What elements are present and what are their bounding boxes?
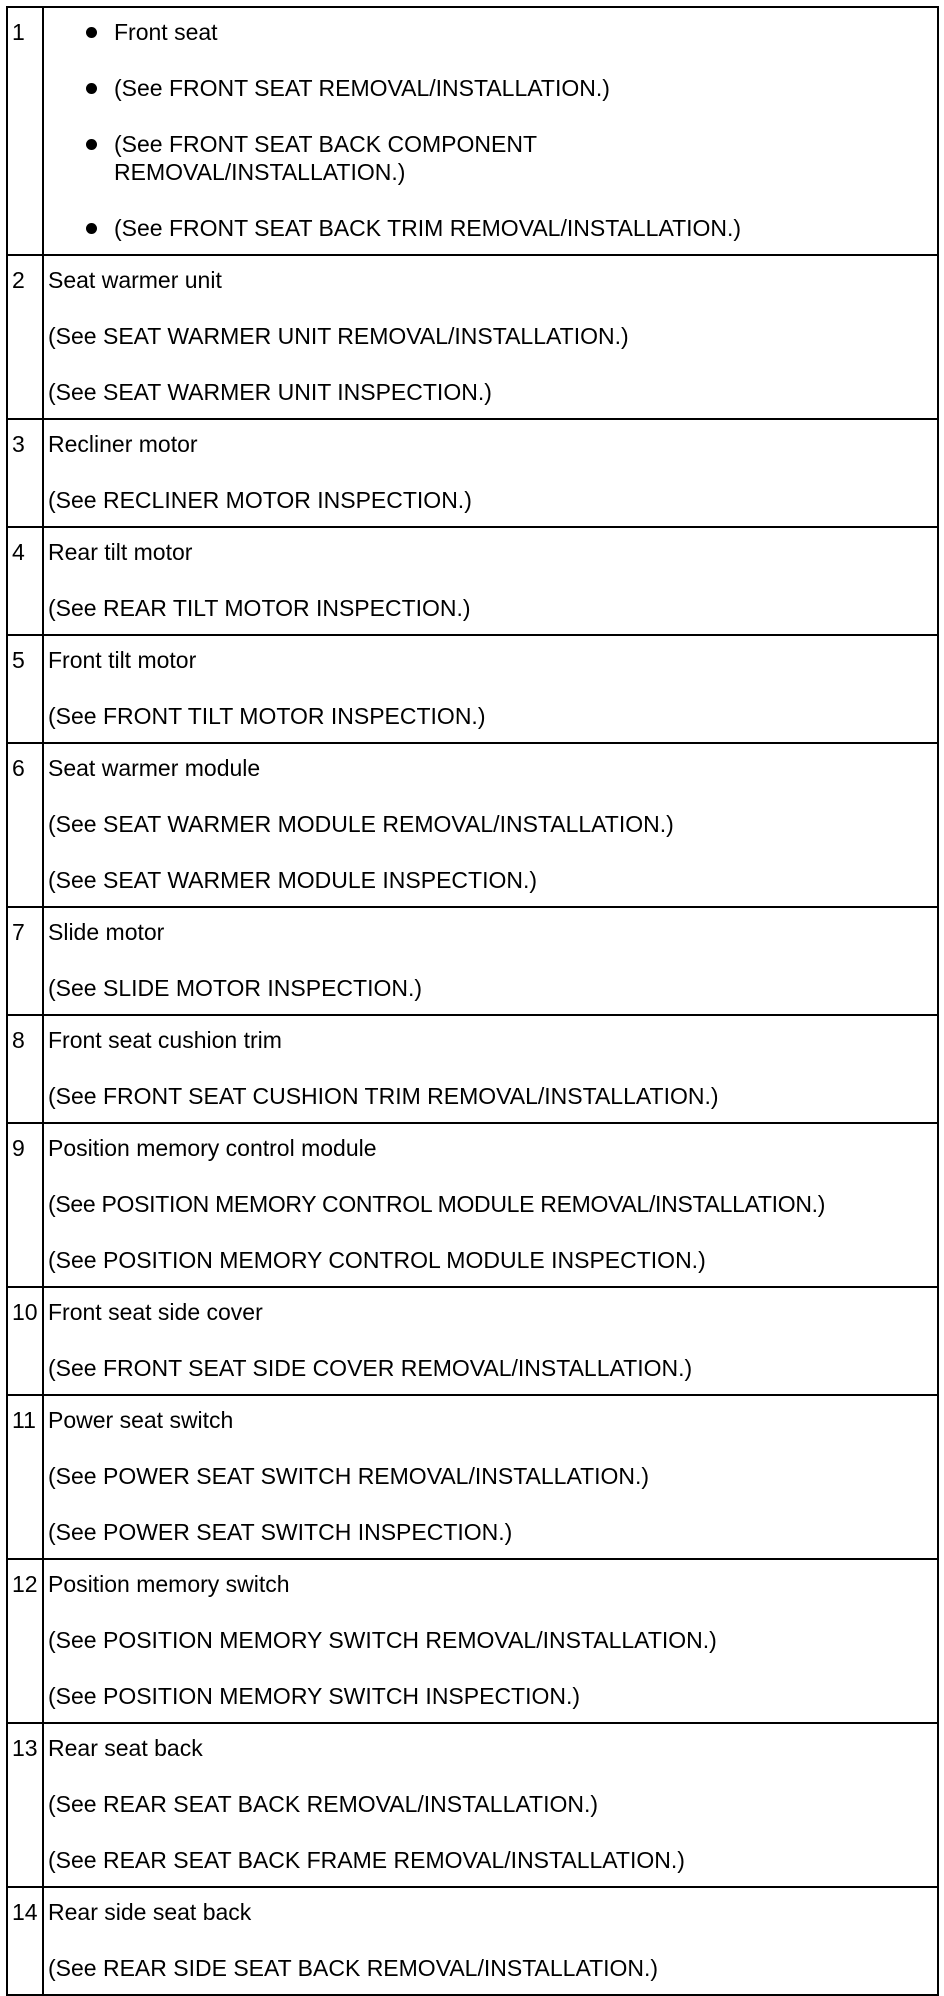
component-name: Seat warmer unit [48, 267, 222, 293]
table-row [7, 1887, 938, 1995]
reference-link: (See FRONT SEAT SIDE COVER REMOVAL/INSTALLATION.) [48, 1355, 693, 1381]
row-description [43, 419, 938, 527]
table-row [7, 907, 938, 1015]
row-description [43, 1559, 938, 1723]
row-number: 3 [7, 419, 43, 527]
reference-link: (See POSITION MEMORY SWITCH REMOVAL/INSTALLATION.) [48, 1627, 717, 1653]
reference-link: (See SEAT WARMER UNIT REMOVAL/INSTALLATION.) [48, 323, 629, 349]
parts-table [6, 6, 939, 1996]
reference-link: (See POSITION MEMORY CONTROL MODULE INSPECTION.) [48, 1247, 706, 1273]
component-name: Rear tilt motor [48, 539, 193, 565]
row-number: 14 [7, 1887, 43, 1995]
row-number: 12 [7, 1559, 43, 1723]
row-number: 11 [7, 1395, 43, 1559]
reference-link: (See REAR TILT MOTOR INSPECTION.) [48, 595, 471, 621]
row-description [43, 1395, 938, 1559]
table-row [7, 1287, 938, 1395]
bullet-icon [86, 27, 97, 38]
row-number: 6 [7, 743, 43, 907]
component-name: Seat warmer module [48, 755, 261, 781]
reference-link: (See SEAT WARMER UNIT INSPECTION.) [48, 379, 492, 405]
table-row [7, 1723, 938, 1887]
row-description [43, 743, 938, 907]
row-description [43, 1015, 938, 1123]
row-number: 9 [7, 1123, 43, 1287]
reference-link: (See SEAT WARMER MODULE INSPECTION.) [48, 867, 538, 893]
row-number: 4 [7, 527, 43, 635]
component-name: Slide motor [48, 919, 165, 945]
table-row [7, 7, 938, 255]
table-row [7, 1395, 938, 1559]
component-name: Rear seat back [48, 1735, 203, 1761]
reference-link: (See POSITION MEMORY CONTROL MODULE REMOVAL/INSTALLATION.) [48, 1191, 826, 1217]
item-text: Front seat [114, 19, 218, 45]
table-row [7, 255, 938, 419]
component-name: Front seat side cover [48, 1299, 263, 1325]
bullet-list [48, 18, 933, 242]
table-row [7, 743, 938, 907]
row-number: 7 [7, 907, 43, 1015]
row-number: 8 [7, 1015, 43, 1123]
bullet-icon [86, 139, 97, 150]
reference-link: (See FRONT TILT MOTOR INSPECTION.) [48, 703, 486, 729]
reference-link: (See POSITION MEMORY SWITCH INSPECTION.) [48, 1683, 581, 1709]
row-description [43, 7, 938, 255]
component-name: Front tilt motor [48, 647, 197, 673]
bullet-icon [86, 223, 97, 234]
row-description [43, 907, 938, 1015]
table-row [7, 1559, 938, 1723]
row-number: 13 [7, 1723, 43, 1887]
reference-link: (See REAR SEAT BACK REMOVAL/INSTALLATION.) [48, 1791, 599, 1817]
reference-link: (See REAR SEAT BACK FRAME REMOVAL/INSTALLATION.) [48, 1847, 685, 1873]
row-description [43, 255, 938, 419]
table-row [7, 1015, 938, 1123]
component-name: Rear side seat back [48, 1899, 252, 1925]
list-item [86, 130, 933, 186]
reference-link: (See SLIDE MOTOR INSPECTION.) [48, 975, 423, 1001]
reference-link: (See FRONT SEAT BACK COMPONENT REMOVAL/INSTALLATION.) [114, 131, 537, 185]
row-description [43, 527, 938, 635]
row-number: 1 [7, 7, 43, 255]
reference-link: (See POWER SEAT SWITCH INSPECTION.) [48, 1519, 513, 1545]
reference-link: (See REAR SIDE SEAT BACK REMOVAL/INSTALLATION.) [48, 1955, 659, 1981]
row-description [43, 1887, 938, 1995]
table-row [7, 419, 938, 527]
reference-link: (See RECLINER MOTOR INSPECTION.) [48, 487, 472, 513]
table-row [7, 1123, 938, 1287]
row-description [43, 1287, 938, 1395]
list-item [86, 18, 933, 46]
component-name: Position memory switch [48, 1571, 290, 1597]
row-description [43, 635, 938, 743]
bullet-icon [86, 83, 97, 94]
reference-link: (See POWER SEAT SWITCH REMOVAL/INSTALLATION.) [48, 1463, 650, 1489]
component-name: Position memory control module [48, 1135, 377, 1161]
reference-link: (See SEAT WARMER MODULE REMOVAL/INSTALLATION.) [48, 811, 674, 837]
row-description [43, 1123, 938, 1287]
reference-link: (See FRONT SEAT CUSHION TRIM REMOVAL/INSTALLATION.) [48, 1083, 719, 1109]
row-number: 10 [7, 1287, 43, 1395]
reference-link: (See FRONT SEAT REMOVAL/INSTALLATION.) [114, 75, 610, 101]
reference-link: (See FRONT SEAT BACK TRIM REMOVAL/INSTALLATION.) [114, 215, 742, 241]
component-name: Power seat switch [48, 1407, 234, 1433]
row-number: 2 [7, 255, 43, 419]
list-item [86, 74, 933, 102]
component-name: Front seat cushion trim [48, 1027, 282, 1053]
list-item [86, 214, 933, 242]
component-name: Recliner motor [48, 431, 198, 457]
row-number: 5 [7, 635, 43, 743]
row-description [43, 1723, 938, 1887]
table-row [7, 527, 938, 635]
table-row [7, 635, 938, 743]
